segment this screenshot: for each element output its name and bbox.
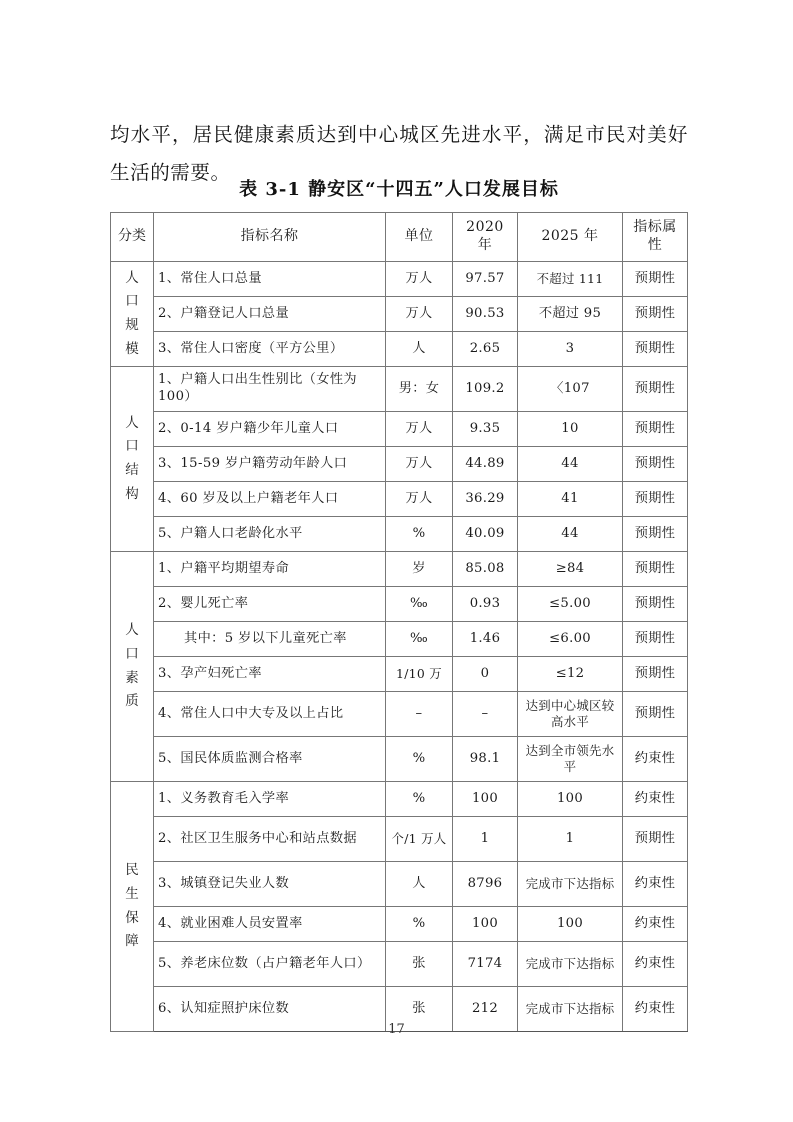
body-paragraph: 均水平，居民健康素质达到中心城区先进水平，满足市民对美好生活的需要。 (110, 122, 688, 184)
attribute-value: 约束性 (623, 942, 688, 987)
year-2020-value: – (453, 692, 518, 737)
year-2020-value: 0.93 (453, 587, 518, 622)
year-2020-value: 1 (453, 817, 518, 862)
table-row (111, 692, 688, 737)
unit-value: 张 (386, 987, 453, 1032)
table-row (111, 367, 688, 412)
category-label: 人口结构 (125, 414, 139, 502)
year-2025-value: 44 (518, 517, 623, 552)
year-2020-value: 8796 (453, 862, 518, 907)
population-goals-table-wrapper (110, 212, 687, 1032)
category-cell-3 (111, 552, 154, 782)
attribute-value: 约束性 (623, 737, 688, 782)
category-label: 民生保障 (125, 862, 139, 950)
category-label: 人口素质 (125, 622, 139, 710)
indicator-name: 5、户籍人口老龄化水平 (154, 517, 386, 552)
table-body (111, 262, 688, 1032)
indicator-name: 1、义务教育毛入学率 (154, 782, 386, 817)
attribute-value: 预期性 (623, 482, 688, 517)
year-2020-value: 90.53 (453, 297, 518, 332)
indicator-name: 1、户籍人口出生性别比（女性为 100） (154, 367, 386, 412)
year-2020-value: 98.1 (453, 737, 518, 782)
table-row (111, 447, 688, 482)
unit-value: % (386, 517, 453, 552)
unit-value: 岁 (386, 552, 453, 587)
table-caption: 表 3-1 静安区“十四五”人口发展目标 (239, 179, 559, 200)
header-year-2025: 2025 年 (518, 213, 623, 262)
unit-value: 万人 (386, 262, 453, 297)
year-2025-value: 不超过 95 (518, 297, 623, 332)
attribute-value: 预期性 (623, 587, 688, 622)
year-2025-value: 10 (518, 412, 623, 447)
year-2025-value: 完成市下达指标 (518, 862, 623, 907)
attribute-value: 预期性 (623, 412, 688, 447)
table-row (111, 817, 688, 862)
year-2025-value: 达到中心城区较高水平 (518, 692, 623, 737)
year-2020-value: 36.29 (453, 482, 518, 517)
unit-value: 张 (386, 942, 453, 987)
year-2020-value: 2.65 (453, 332, 518, 367)
unit-value: 万人 (386, 412, 453, 447)
attribute-value: 预期性 (623, 622, 688, 657)
year-2025-value: 完成市下达指标 (518, 942, 623, 987)
indicator-name: 1、户籍平均期望寿命 (154, 552, 386, 587)
header-category: 分类 (111, 213, 154, 262)
indicator-name: 2、户籍登记人口总量 (154, 297, 386, 332)
indicator-name: 其中：5 岁以下儿童死亡率 (154, 622, 386, 657)
unit-value: 人 (386, 332, 453, 367)
year-2025-value: ≤5.00 (518, 587, 623, 622)
year-2025-value: ≤6.00 (518, 622, 623, 657)
year-2025-value: ≥84 (518, 552, 623, 587)
header-attribute: 指标属性 (623, 213, 688, 262)
unit-value: ‰ (386, 587, 453, 622)
table-row (111, 907, 688, 942)
table-row (111, 657, 688, 692)
unit-value: 人 (386, 862, 453, 907)
year-2020-value: 44.89 (453, 447, 518, 482)
year-2025-value: ≤12 (518, 657, 623, 692)
year-2025-value: 达到全市领先水平 (518, 737, 623, 782)
category-cell-1 (111, 262, 154, 367)
unit-value: % (386, 782, 453, 817)
year-2020-value: 0 (453, 657, 518, 692)
table-header (111, 213, 688, 262)
table-row (111, 782, 688, 817)
header-unit: 单位 (386, 213, 453, 262)
attribute-value: 预期性 (623, 297, 688, 332)
attribute-value: 约束性 (623, 907, 688, 942)
indicator-name: 3、城镇登记失业人数 (154, 862, 386, 907)
indicator-name: 3、15-59 岁户籍劳动年龄人口 (154, 447, 386, 482)
indicator-name: 2、婴儿死亡率 (154, 587, 386, 622)
table-row (111, 942, 688, 987)
header-year-2020: 2020 年 (453, 213, 518, 262)
year-2020-value: 1.46 (453, 622, 518, 657)
unit-value: 万人 (386, 297, 453, 332)
indicator-name: 2、社区卫生服务中心和站点数据 (154, 817, 386, 862)
unit-value: % (386, 907, 453, 942)
table-row (111, 332, 688, 367)
unit-value: % (386, 737, 453, 782)
attribute-value: 预期性 (623, 552, 688, 587)
attribute-value: 约束性 (623, 987, 688, 1032)
year-2025-value: 44 (518, 447, 623, 482)
attribute-value: 预期性 (623, 692, 688, 737)
attribute-value: 预期性 (623, 517, 688, 552)
attribute-value: 预期性 (623, 332, 688, 367)
year-2020-value: 40.09 (453, 517, 518, 552)
category-cell-4 (111, 782, 154, 1032)
year-2020-value: 9.35 (453, 412, 518, 447)
year-2020-value: 7174 (453, 942, 518, 987)
indicator-name: 4、就业困难人员安置率 (154, 907, 386, 942)
year-2020-value: 85.08 (453, 552, 518, 587)
unit-value: 男：女 (386, 367, 453, 412)
unit-value: 个/1 万人 (386, 817, 453, 862)
year-2025-value: 100 (518, 907, 623, 942)
attribute-value: 约束性 (623, 782, 688, 817)
population-goals-table (110, 212, 688, 1032)
table-row (111, 862, 688, 907)
year-2020-value: 212 (453, 987, 518, 1032)
header-indicator: 指标名称 (154, 213, 386, 262)
year-2020-value: 109.2 (453, 367, 518, 412)
unit-value: ‰ (386, 622, 453, 657)
attribute-value: 预期性 (623, 657, 688, 692)
indicator-name: 6、认知症照护床位数 (154, 987, 386, 1032)
table-header-row (111, 213, 688, 262)
attribute-value: 预期性 (623, 262, 688, 297)
attribute-value: 预期性 (623, 367, 688, 412)
indicator-name: 4、常住人口中大专及以上占比 (154, 692, 386, 737)
year-2025-value: 不超过 111 (518, 262, 623, 297)
attribute-value: 约束性 (623, 862, 688, 907)
year-2025-value: 41 (518, 482, 623, 517)
year-2020-value: 97.57 (453, 262, 518, 297)
table-row (111, 587, 688, 622)
attribute-value: 预期性 (623, 447, 688, 482)
table-row (111, 517, 688, 552)
table-row (111, 622, 688, 657)
indicator-name: 3、常住人口密度（平方公里） (154, 332, 386, 367)
unit-value: 1/10 万 (386, 657, 453, 692)
attribute-value: 预期性 (623, 817, 688, 862)
year-2025-value: 〈107 (518, 367, 623, 412)
indicator-name: 1、常住人口总量 (154, 262, 386, 297)
indicator-name: 5、养老床位数（占户籍老年人口） (154, 942, 386, 987)
indicator-name: 5、国民体质监测合格率 (154, 737, 386, 782)
table-row (111, 412, 688, 447)
year-2025-value: 3 (518, 332, 623, 367)
indicator-name: 3、孕产妇死亡率 (154, 657, 386, 692)
year-2020-value: 100 (453, 782, 518, 817)
unit-value: 万人 (386, 482, 453, 517)
indicator-name: 4、60 岁及以上户籍老年人口 (154, 482, 386, 517)
category-label: 人口规模 (125, 269, 139, 357)
table-row (111, 482, 688, 517)
category-cell-2 (111, 367, 154, 552)
table-row (111, 737, 688, 782)
year-2025-value: 1 (518, 817, 623, 862)
unit-value: 万人 (386, 447, 453, 482)
table-row (111, 297, 688, 332)
unit-value: – (386, 692, 453, 737)
year-2020-value: 100 (453, 907, 518, 942)
indicator-name: 2、0-14 岁户籍少年儿童人口 (154, 412, 386, 447)
table-row (111, 262, 688, 297)
year-2025-value: 完成市下达指标 (518, 987, 623, 1032)
year-2025-value: 100 (518, 782, 623, 817)
page-number: 17 (388, 1022, 405, 1037)
table-row (111, 552, 688, 587)
